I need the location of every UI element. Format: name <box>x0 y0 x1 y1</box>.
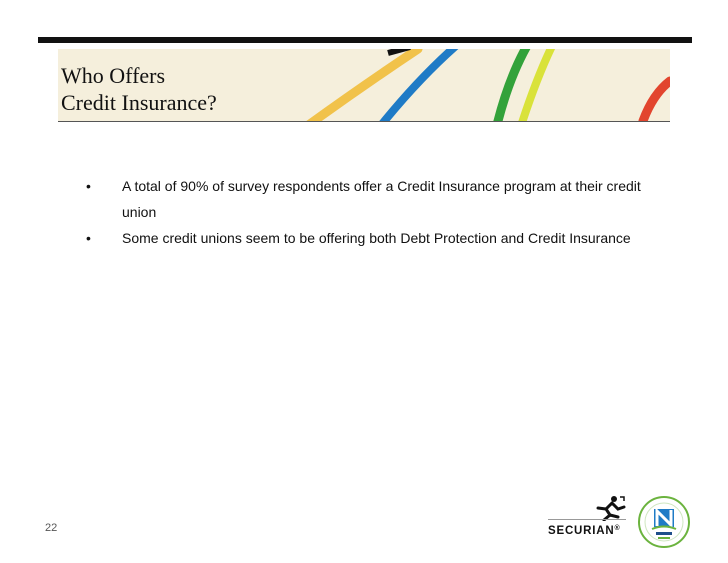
bullet-marker: • <box>86 178 91 194</box>
bullet-text: A total of 90% of survey respondents offer a Credit Insurance program at their credit union <box>122 178 641 220</box>
bullet-text: Some credit unions seem to be offering both Debt Protection and Credit Insurance <box>122 230 631 246</box>
registered-mark: ® <box>614 525 621 532</box>
napcu-badge-icon <box>638 496 690 548</box>
bullet-marker: • <box>86 230 91 246</box>
securian-wordmark <box>548 525 620 537</box>
securian-logo <box>548 495 630 543</box>
slide-title <box>61 62 217 116</box>
top-rule <box>38 37 692 43</box>
title-line-2: Credit Insurance? <box>61 90 217 115</box>
securian-name: SECURIAN <box>548 525 615 537</box>
runner-icon <box>590 495 630 521</box>
title-line-1: Who Offers <box>61 63 166 88</box>
logo-divider <box>548 519 626 520</box>
bullet-item <box>86 173 646 225</box>
bullet-item <box>86 225 646 251</box>
bullet-list <box>86 173 646 251</box>
page-number: 22 <box>45 522 58 534</box>
header-underline <box>58 121 670 122</box>
